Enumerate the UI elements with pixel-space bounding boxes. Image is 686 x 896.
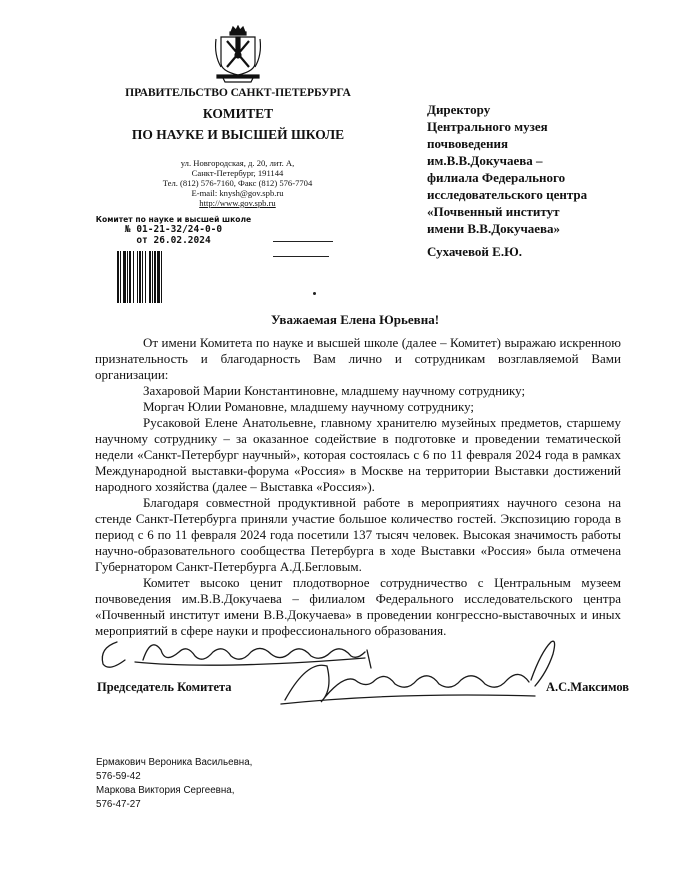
recipient-block	[427, 101, 627, 237]
recipient-line: имени В.В.Докучаева»	[427, 221, 561, 236]
registration-number: № 01-21-32/24-0-0	[124, 224, 223, 235]
spb-coat-of-arms-icon	[213, 25, 263, 83]
executor-phone: 576-59-42	[96, 771, 141, 782]
body-paragraph: От имени Комитета по науке и высшей школе (далее – Комитет) выражаю искренною признательность и благодарность Вам лично и сотрудникам возглавляемой Вами организации:	[95, 335, 621, 382]
signatory-name: А.С.Максимов	[546, 680, 630, 694]
phone-fax-line: Тел. (812) 576-7160, Факс (812) 576-7704	[162, 178, 313, 188]
recipient-line: почвоведения	[427, 136, 509, 151]
letter-body	[95, 335, 621, 639]
body-list-item: Моргач Юлии Романовне, младшему научному сотруднику;	[143, 399, 475, 414]
executor-name: Маркова Виктория Сергеевна,	[96, 785, 235, 796]
recipient-line: Центрального музея	[427, 119, 548, 134]
barcode-icon	[117, 251, 177, 303]
reference-blank-line	[273, 241, 333, 242]
body-list-item: Захаровой Марии Константиновне, младшему научному сотруднику;	[143, 383, 526, 398]
recipient-line: Директору	[427, 102, 491, 117]
executor-phone: 576-47-27	[96, 799, 141, 810]
address-line: Санкт-Петербург, 191144	[191, 168, 284, 178]
reference-blank-line	[273, 256, 329, 257]
body-paragraph: Комитет высоко ценит плодотворное сотрудничество с Центральным музеем почвоведения им.В.В.Докучаева – филиалом Федерального исследовательского центра «Почвенный институт имени В.В.Докучаева» в проведении конгрессно-выставочных и иных мероприятий в сфере науки и профессионального образования.	[95, 575, 621, 638]
body-paragraph: Благодаря совместной продуктивной работе в мероприятиях научного сезона на стенде Санкт-Петербурга приняли участие большое количество гостей. Экспозицию города в период с 6 по 11 февраля 2024 года посетили 137 тысяч человек. Высокая значимость работы научно-образовательного сообщества Петербурга в ходе Выставки «Россия» была отмечена Губернатором Санкт-Петербурга А.Д.Бегловым.	[95, 495, 621, 574]
recipient-line: филиала Федерального	[427, 170, 566, 185]
committee-subtitle: ПО НАУКЕ И ВЫСШЕЙ ШКОЛЕ	[131, 127, 345, 142]
recipient-line: исследовательского центра	[427, 187, 588, 202]
greeting: Уважаемая Елена Юрьевна!	[270, 312, 440, 327]
registration-date: от 26.02.2024	[136, 235, 211, 246]
recipient-line: им.В.В.Докучаева –	[427, 153, 543, 168]
committee-title: КОМИТЕТ	[202, 106, 274, 121]
recipient-line: «Почвенный институт	[427, 204, 560, 219]
email-line: E-mail: knysh@gov.spb.ru	[191, 188, 284, 198]
website-link[interactable]: http://www.gov.spb.ru	[199, 198, 276, 208]
registration-stamp	[86, 215, 261, 245]
address-line: ул. Новгородская, д. 20, лит. А,	[180, 158, 295, 168]
executors-block	[96, 756, 252, 812]
handwritten-signature	[95, 630, 565, 715]
body-list-item: Русаковой Елене Анатольевне, главному хранителю музейных предметов, старшему научному сотруднику – за оказанное содействие в подготовке и проведении тематической недели «Санкт-Петербург научный», которая состоялась с 6 по 11 февраля 2024 года в рамках Международной выставки-форума «Россия» в Москве на территории Выставки достижений народного хозяйства (далее – Выставка «Россия»).	[95, 415, 621, 494]
signatory-role: Председатель Комитета	[97, 680, 232, 694]
stamp-organization: Комитет по науке и высшей школе	[95, 215, 252, 224]
ink-dot	[313, 292, 316, 295]
executor-name: Ермакович Вероника Васильевна,	[96, 757, 253, 768]
recipient-name: Сухачевой Е.Ю.	[427, 244, 522, 259]
government-title: ПРАВИТЕЛЬСТВО САНКТ-ПЕТЕРБУРГА	[125, 86, 351, 99]
